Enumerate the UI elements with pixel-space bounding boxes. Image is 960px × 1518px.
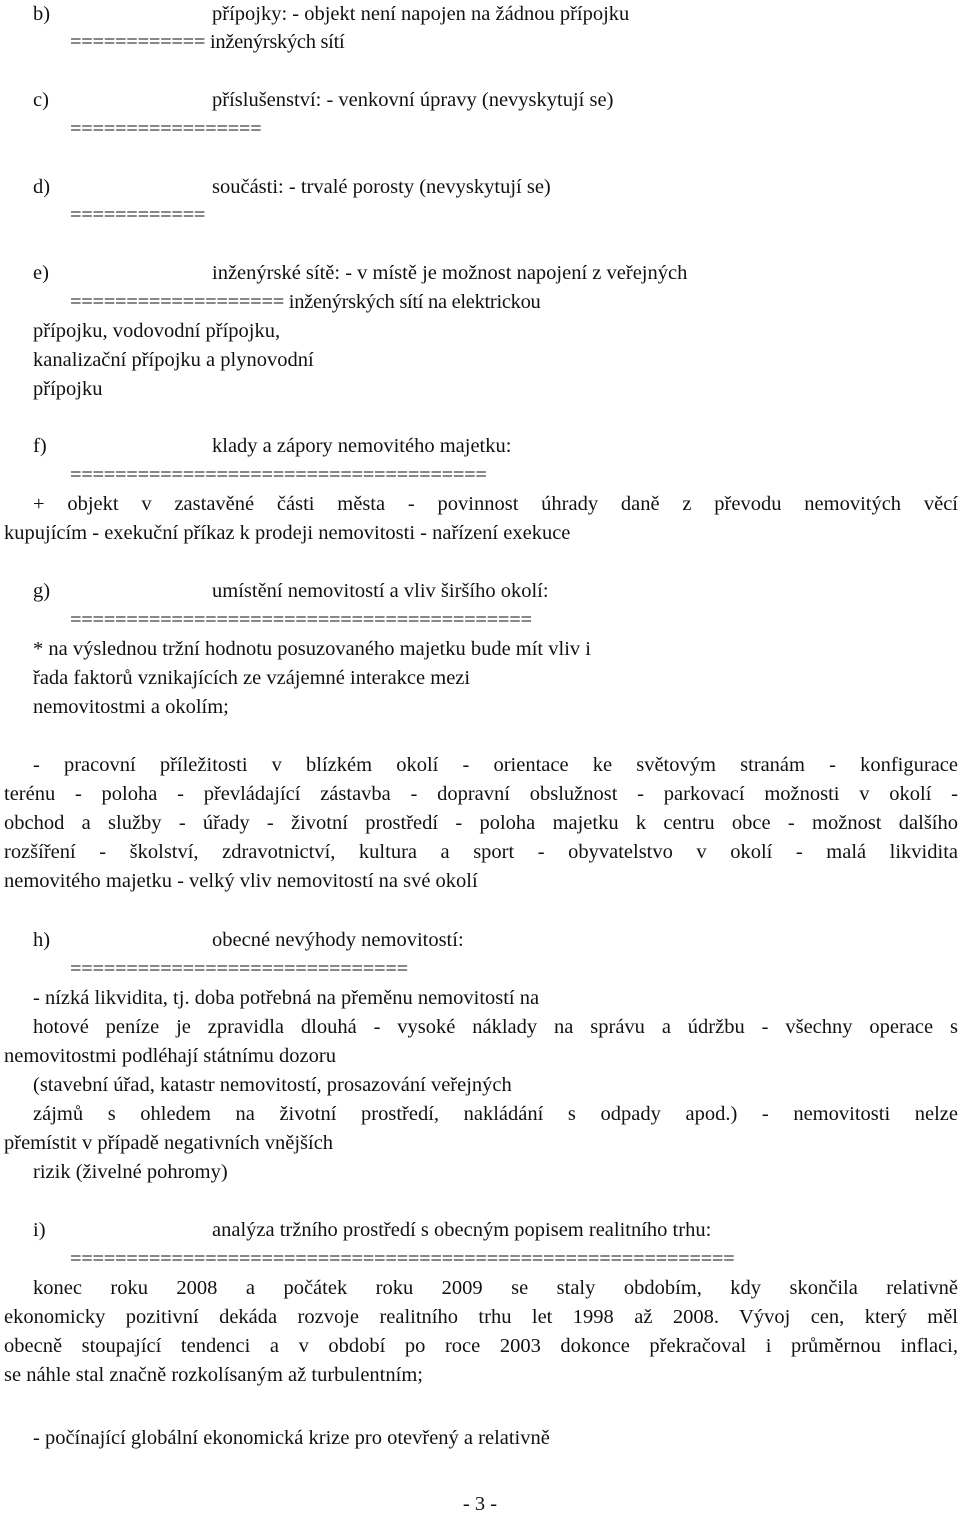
section-d-underline: ============ xyxy=(70,204,206,226)
paragraph-line: obecně stoupající tendenci a v období po roce 2003 dokonce překračoval i průměrnou inflaci, xyxy=(4,1334,958,1357)
section-h-line: rizik (živelné pohromy) xyxy=(33,1161,228,1183)
section-g-underline: ========================================= xyxy=(70,609,532,631)
paragraph-line: obchod a služby - úřady - životní prostředí - poloha majetku k centru obce - možnost dalšího xyxy=(4,811,958,834)
section-g-line: * na výslednou tržní hodnotu posuzovaného majetku bude mít vliv i xyxy=(33,638,591,660)
section-b-underline xyxy=(70,28,344,56)
section-e-underline xyxy=(70,288,541,316)
section-h-line: - nízká likvidita, tj. doba potřebná na přeměnu nemovitostí na xyxy=(33,987,540,1009)
section-e-heading: inženýrské sítě: - v místě je možnost napojení z veřejných xyxy=(212,262,688,284)
section-f-heading: klady a zápory nemovitého majetku: xyxy=(212,435,512,457)
section-g-paragraph xyxy=(4,751,958,896)
paragraph-line: kupujícím - exekuční příkaz k prodeji nemovitosti - nařízení exekuce xyxy=(4,521,571,544)
section-i-heading: analýza tržního prostředí s obecným popisem realitního trhu: xyxy=(212,1219,712,1241)
paragraph-line: konec roku 2008 a počátek roku 2009 se staly obdobím, kdy skončila relativně xyxy=(33,1277,958,1299)
section-h-underline: ============================== xyxy=(70,958,408,980)
section-c-heading: příslušenství: - venkovní úpravy (nevyskytují se) xyxy=(212,89,614,111)
paragraph-line: přemístit v případě negativních vnějších xyxy=(4,1131,334,1154)
paragraph-line: rozšíření - školství, zdravotnictví, kultura a sport - obyvatelstvo v okolí - malá likvidita xyxy=(4,840,958,863)
section-g-line: řada faktorů vznikajících ze vzájemné interakce mezi xyxy=(33,667,471,689)
section-c-letter: c) xyxy=(33,89,49,111)
section-b-heading-cont: inženýrských sítí xyxy=(209,31,345,53)
section-f-letter: f) xyxy=(33,435,47,457)
underline-rule: =================== xyxy=(70,291,284,313)
section-g-line: nemovitostmi a okolím; xyxy=(33,696,229,718)
section-e-line: přípojku, vodovodní přípojku, xyxy=(33,320,281,342)
paragraph-line: nemovitého majetku - velký vliv nemovitostí na své okolí xyxy=(4,869,478,892)
section-f-paragraph xyxy=(4,490,958,548)
paragraph-line: zájmů s ohledem na životní prostředí, nakládání s odpady apod.) - nemovitosti nelze xyxy=(33,1103,958,1125)
section-g-letter: g) xyxy=(33,580,51,602)
section-i-letter: i) xyxy=(33,1219,46,1241)
section-e-letter: e) xyxy=(33,262,49,284)
section-b-letter: b) xyxy=(33,3,51,25)
section-i-bullet: - počínající globální ekonomická krize pro otevřený a relativně xyxy=(33,1427,550,1449)
section-e-line: kanalizační přípojku a plynovodní xyxy=(33,349,314,371)
paragraph-line: terénu - poloha - převládající zástavba - dopravní obslužnost - parkovací možnosti v okolí - xyxy=(4,782,958,805)
section-h-letter: h) xyxy=(33,929,51,951)
paragraph-line: + objekt v zastavěné části města - povinnost úhrady daně z převodu nemovitých věcí xyxy=(33,493,958,515)
section-c-underline: ================= xyxy=(70,118,262,140)
section-h-heading: obecné nevýhody nemovitostí: xyxy=(212,929,464,951)
underline-rule: ============ xyxy=(70,31,206,53)
section-e-line: přípojku xyxy=(33,378,103,400)
section-h-line: (stavební úřad, katastr nemovitostí, prosazování veřejných xyxy=(33,1074,512,1096)
section-h-paragraph-2 xyxy=(4,1100,958,1158)
section-f-underline: ===================================== xyxy=(70,464,487,486)
section-h-paragraph-1 xyxy=(4,1013,958,1071)
page-number: - 3 - xyxy=(462,1493,498,1515)
section-d-letter: d) xyxy=(33,176,51,198)
paragraph-line: nemovitostmi podléhají státnímu dozoru xyxy=(4,1044,336,1067)
paragraph-line: ekonomicky pozitivní dekáda rozvoje realitního trhu let 1998 až 2008. Vývoj cen, který měl xyxy=(4,1305,958,1328)
section-d-heading: součásti: - trvalé porosty (nevyskytují se) xyxy=(212,176,551,198)
paragraph-line: hotové peníze je zpravidla dlouhá - vysoké náklady na správu a údržbu - všechny operace s xyxy=(33,1016,958,1038)
section-i-paragraph xyxy=(4,1274,958,1390)
paragraph-line: se náhle stal značně rozkolísaným až turbulentním; xyxy=(4,1363,423,1386)
section-b-heading: přípojky: - objekt není napojen na žádnou přípojku xyxy=(212,3,630,25)
section-i-underline: =========================================================== xyxy=(70,1248,735,1270)
paragraph-line: - pracovní příležitosti v blízkém okolí - orientace ke světovým stranám - konfigurace xyxy=(33,754,958,776)
section-e-heading-cont: inženýrských sítí na elektrickou xyxy=(288,291,541,313)
section-g-heading: umístění nemovitostí a vliv širšího okolí: xyxy=(212,580,549,602)
